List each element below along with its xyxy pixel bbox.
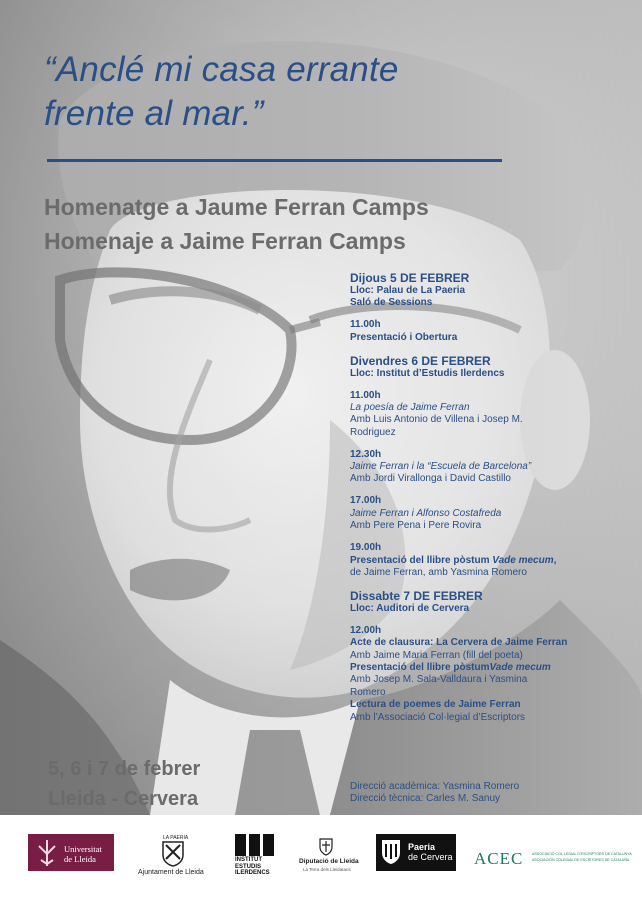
udl-line-1: Universitat <box>64 844 102 854</box>
direction-technical: Direcció tècnica: Carles M. Sanuy <box>350 793 501 805</box>
day3-place: Lloc: Auditori de Cervera <box>350 602 470 614</box>
day1-place: Lloc: Palau de La Paeria <box>350 285 466 296</box>
day3-book-prefix: Presentació del llibre pòstum <box>350 661 490 673</box>
day3-book-title <box>350 662 635 674</box>
homage-catalan: Homenatge a Jaume Ferran Camps <box>44 194 429 220</box>
day3-time: 12.00h <box>350 624 382 636</box>
paeria-line-1: Paeria <box>408 842 436 852</box>
day3-book-em: Vade mecum <box>489 661 551 673</box>
day2-event4-with: de Jaime Ferran, amb Yasmina Romero <box>350 566 527 578</box>
day2-event4-time: 19.00h <box>350 542 382 554</box>
day2-event4-title <box>350 555 635 567</box>
acec-name: ACEC <box>474 849 524 868</box>
day2-event2-with: Amb Jordi Virallonga i David Castillo <box>350 473 511 485</box>
logo-paeria-cervera <box>376 834 456 871</box>
logo-acec <box>474 849 634 879</box>
homage-spanish: Homenaje a Jaime Ferran Camps <box>44 228 406 254</box>
day2-event3-with: Amb Pere Pena i Pere Rovira <box>350 520 482 532</box>
day2-event1-with-1: Amb Luis Antonio de Villena i Josep M. <box>350 414 523 426</box>
acec-line-2: ASOCIACIÓN COLEGIAL DE ESCRITORES DE CATALUÑA <box>532 858 630 862</box>
day2-event4-title-suffix: , <box>553 554 557 566</box>
day2-event3-title: Jaime Ferran i Alfonso Costafreda <box>350 507 502 519</box>
day2-event2-title: Jaime Ferran i la “Escuela de Barcelona” <box>350 461 532 473</box>
sponsor-logos <box>0 815 642 913</box>
day2-event4-title-em: Vade mecum <box>492 554 554 566</box>
day2-place: Lloc: Institut d’Estudis Ilerdencs <box>350 367 505 379</box>
ajuntament-top: LA PAERIA <box>163 835 189 841</box>
dates-line-2: Lleida - Cervera <box>48 788 199 810</box>
day2-event2-time: 12.30h <box>350 448 382 460</box>
title-divider <box>47 159 502 162</box>
quote-line-1: “Anclé mi casa errante <box>44 50 399 89</box>
day2-event1-title: La poesía de Jaime Ferran <box>350 401 470 413</box>
ajuntament-name: Ajuntament de Lleida <box>138 869 204 876</box>
logo-iei <box>235 834 283 880</box>
logo-udl <box>28 834 114 871</box>
day2-event1-time: 11.00h <box>350 389 381 401</box>
program <box>350 271 635 724</box>
day1-event1-time: 11.00h <box>350 319 381 331</box>
day2-date: Divendres 6 DE FEBRER <box>350 353 491 368</box>
dates-line-1: 5, 6 i 7 de febrer <box>48 758 201 780</box>
diputacio-sub: La Terra dels Lleidatans <box>303 867 351 872</box>
acec-line-1: ASSOCIACIÓ COL·LEGIAL D'ESCRIPTORS DE CATALUNYA <box>532 852 632 856</box>
direction-academic: Direcció acadèmica: Yasmina Romero <box>350 781 520 792</box>
day2-event1-with-2: Rodriguez <box>350 426 396 438</box>
day1-room: Saló de Sessions <box>350 297 433 309</box>
logo-diputacio-lleida <box>297 834 357 880</box>
paeria-line-2: de Cervera <box>408 852 453 862</box>
iei-line-2: ESTUDIS <box>235 863 262 870</box>
direction <box>350 781 519 806</box>
iei-line-1: INSTITUT <box>235 857 262 863</box>
cervera-shield-icon <box>381 839 401 865</box>
day3-book-with-1: Amb Josep M. Sala-Valldaura i Yasmina <box>350 674 528 686</box>
udl-emblem-icon <box>34 838 60 868</box>
day1-date: Dijous 5 DE FEBRER <box>350 271 470 285</box>
day1-event1-title: Presentació i Obertura <box>350 331 458 343</box>
day3-closing-title: Acte de clausura: La Cervera de Jaime Ferran <box>350 637 568 649</box>
day3-reading-title: Lectura de poemes de Jaime Ferran <box>350 699 521 711</box>
diputacio-emblem-icon <box>319 838 333 856</box>
day3-reading-with: Amb l’Associació Col·legial d’Escriptors <box>350 711 526 723</box>
quote-line-2: frente al mar.” <box>44 94 264 133</box>
iei-line-3: ILERDENCS <box>235 870 270 876</box>
diputacio-name: Diputació de Lleida <box>299 858 359 865</box>
day3-closing-with: Amb Jaime Maria Ferran (fill del poeta) <box>350 649 523 661</box>
day2-event4-title-prefix: Presentació del llibre pòstum <box>350 554 490 566</box>
quote <box>44 48 604 136</box>
event-dates <box>48 754 200 814</box>
udl-line-2: de Lleida <box>64 854 96 864</box>
day3-book-with-2: Romero <box>350 686 386 698</box>
day3-date: Dissabte 7 DE FEBRER <box>350 588 483 603</box>
lleida-shield-icon <box>162 841 184 867</box>
logo-ajuntament-lleida <box>138 834 208 882</box>
day2-event3-time: 17.00h <box>350 495 382 507</box>
